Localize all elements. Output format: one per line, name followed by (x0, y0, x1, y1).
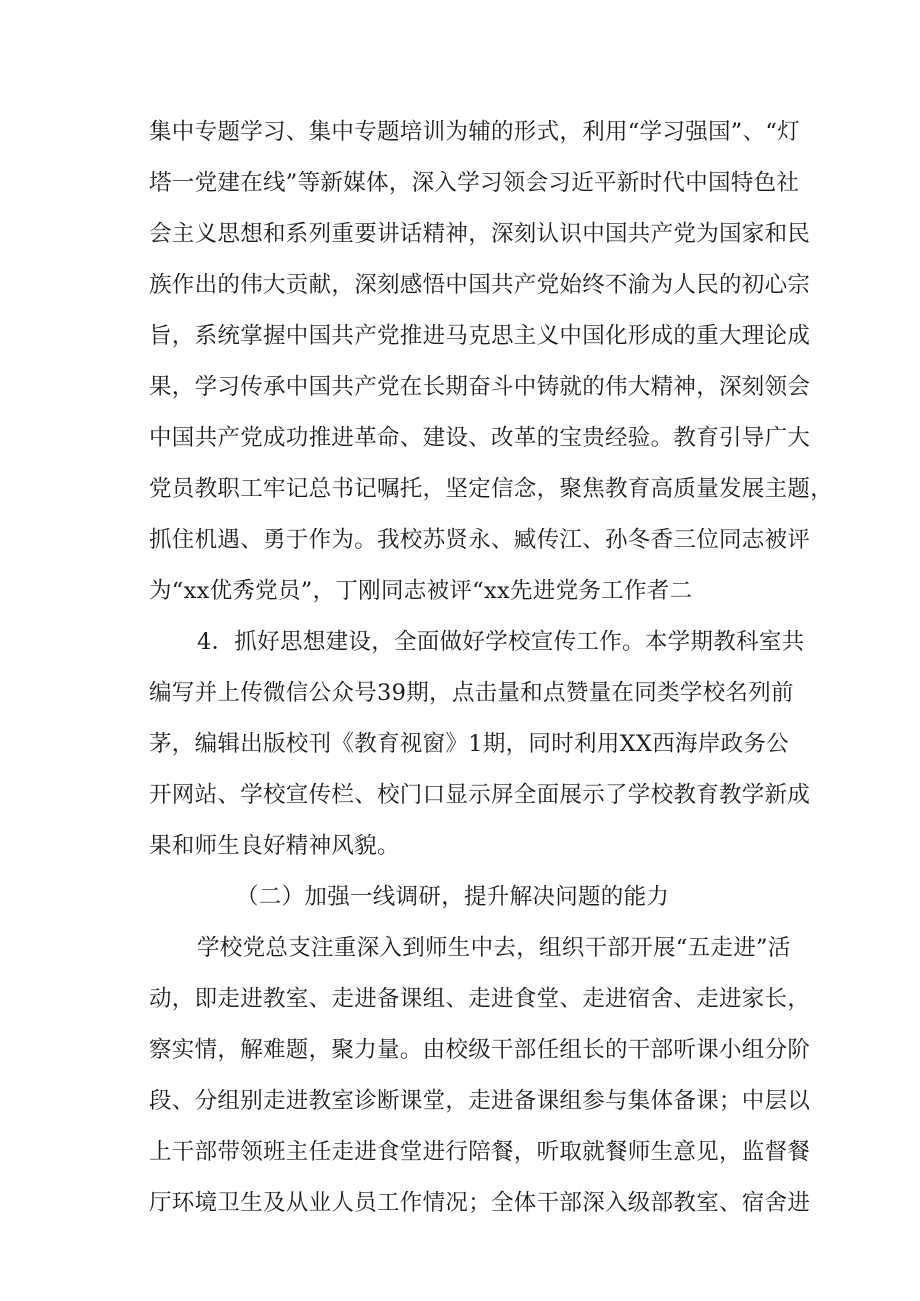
paragraph-1-last-line: 为“xx优秀党员”，丁刚同志被评“xx先进党务工作者二 (149, 578, 693, 604)
paragraph-3-line: 察实情，解难题，聚力量。由校级干部任组长的干部听课小组分阶 (149, 1037, 811, 1063)
paragraph-2-line: 编写并上传微信公众号39期，点击量和点赞量在同类学校名列前 (149, 680, 794, 706)
paragraph-1-line: 集中专题学习、集中专题培训为辅的形式，利用“学习强国”、“灯 (149, 119, 801, 145)
paragraph-1-line: 旨，系统掌握中国共产党推进马克思主义中国化形成的重大理论成 (149, 323, 811, 349)
paragraph-1-line: 塔一党建在线”等新媒体，深入学习领会习近平新时代中国特色社 (149, 170, 800, 196)
paragraph-3-line: 上干部带领班主任走进食堂进行陪餐，听取就餐师生意见，监督餐 (149, 1139, 811, 1165)
paragraph-1-line: 会主义思想和系列重要讲话精神，深刻认识中国共产党为国家和民 (149, 221, 811, 247)
paragraph-3-first-line: 学校党总支注重深入到师生中去，组织干部开展“五走进”活 (197, 935, 791, 961)
paragraph-2-line: 开网站、学校宣传栏、校门口显示屏全面展示了学校教育教学新成 (149, 782, 811, 808)
paragraph-1-line: 果，学习传承中国共产党在长期奋斗中铸就的伟大精神，深刻领会 (149, 374, 811, 400)
paragraph-1-line: 族作出的伟大贡献，深刻感悟中国共产党始终不渝为人民的初心宗 (149, 272, 811, 298)
paragraph-3-line: 动，即走进教室、走进备课组、走进食堂、走进宿舍、走进家长， (149, 986, 811, 1012)
paragraph-1-line: 党员教职工牢记总书记嘱托，坚定信念，聚焦教育高质量发展主题， (149, 476, 834, 502)
paragraph-2-first-line: 4．抓好思想建设，全面做好学校宣传工作。本学期教科室共 (197, 629, 805, 655)
paragraph-3-line: 段、分组别走进教室诊断课堂，走进备课组参与集体备课；中层以 (149, 1088, 811, 1114)
section-heading: （二）加强一线调研，提升解决问题的能力 (236, 884, 670, 910)
paragraph-1-line: 中国共产党成功推进革命、建设、改革的宝贵经验。教育引导广大 (149, 425, 811, 451)
paragraph-2-last-line: 果和师生良好精神风貌。 (149, 833, 400, 859)
paragraph-3-line: 厅环境卫生及从业人员工作情况；全体干部深入级部教室、宿舍进 (149, 1190, 811, 1216)
paragraph-1-line: 抓住机遇、勇于作为。我校苏贤永、臧传江、孙冬香三位同志被评 (149, 527, 811, 553)
paragraph-2-line: 茅，编辑出版校刊《教育视窗》1期，同时利用XX西海岸政务公 (149, 731, 790, 757)
